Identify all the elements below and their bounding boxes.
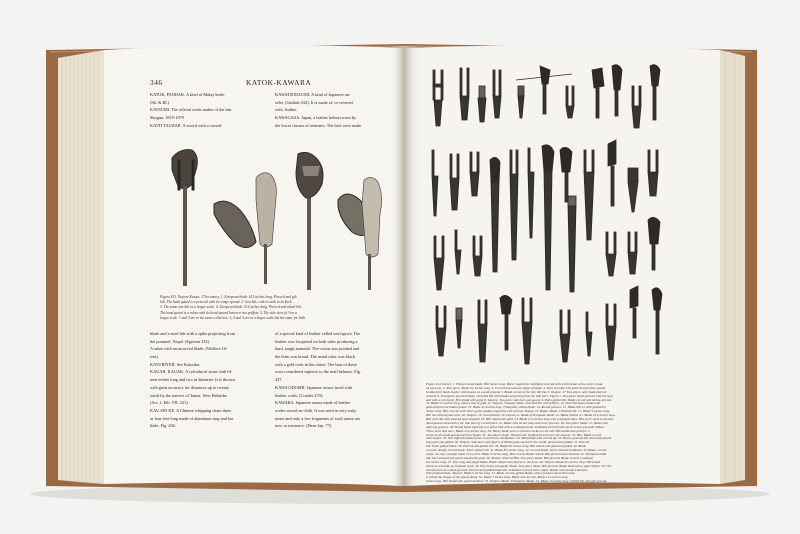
text-line: A sabre with an incurved blade. (Wallace Or- <box>150 346 228 352</box>
caption-line: Three short side bars. Blade 10¾ inches long. 30. Heavy blade set in a channel socket on the hilt. Hilt inlaid with gold for 4 <box>426 428 590 433</box>
text-line: KATSUMI. The official mobs maker of the last <box>150 107 232 113</box>
caption-line: inches long. Hilt covered with silver gothic gilded, engraved with a flower design. 16. Blade ribbed. Chiselled hilt. 17. Blade 9 inches long. <box>426 409 610 414</box>
caption-line: is called the tongue of the god of death. 52. Blade 7 inches long. Blade with the hilt. Blade 11¾ inches long. <box>426 475 569 480</box>
caption-line: Hilt has raised gold-work. 18. Tanjore. 19. Sword Katar. 20. Sword. 21. Blade of European blade. 22. Blade ribbed, 21. Blade 10¾ inches long. <box>426 413 616 418</box>
left-column-bottom <box>150 332 268 432</box>
caption-line: Figure 433. Tanjore Katars, 17th century. 1. European blade 14.5 inches long. Pierced and gilt <box>160 295 297 299</box>
left-column-top <box>150 93 268 131</box>
text-line: the brim was broad. The usual color was black <box>275 354 355 360</box>
text-line: selet. (Garbutt 042). It is made of, or covered <box>275 99 353 105</box>
right-column-bottom <box>275 332 393 432</box>
text-line: KAWAGASA. Japan, a leather helmet worn by <box>275 115 357 121</box>
text-line: the pommel, Nepal. (Egerton 334). <box>150 338 211 344</box>
right-figure-caption <box>426 383 712 484</box>
caption-line: hand-guard connected to the side bars by curved bars. 25. Blade 10¼ inches long with three grooves. 26. Two-piece blade. 27. Blade with <box>426 420 609 425</box>
text-line: blade and a steel hilt with a spike projecting from <box>150 331 236 336</box>
text-line: the lower classes of retainers. The best were made <box>275 122 362 128</box>
text-line: links. Fig. 436. <box>150 423 176 429</box>
caption-line: 6¾ inches long. 47. Very long and jingle blade. Blade ribbed with figures in the forte. 48. Tanjore, Blade 6¼ inches long. Hilt inlaid <box>426 459 600 464</box>
right-page-edges <box>720 50 745 484</box>
text-line: with, leather. <box>275 107 298 113</box>
caption-line: This pointed blade. Tanjore. Blade 9 inches long. 51. Blade curved, gilded blades with a jasmine decoration that <box>426 471 575 476</box>
caption-line: engraved and gilded. 36. Tanjore. Side bars with figures of Hindu gods carved in the round, pierced and gilded. 37. Pierced <box>426 440 590 445</box>
caption-line: tapering grooves. 28. Broad blade tapering to a point. Hilt with a scalloped knob. Scabbard covered with green velvet and gold ribbon. <box>426 424 605 429</box>
text-line: KAWATSUDZUMI. A kind of Japanese an- <box>275 92 351 97</box>
text-line: ient). <box>150 354 159 360</box>
text-line: now in existence. (Dean Jap. 77). <box>275 423 333 429</box>
text-line: KAWARA. Japanese armor made of leather <box>275 400 351 406</box>
text-line: (Sk. & Bl.). <box>150 99 171 105</box>
text-line: with a gold crest in the center. The best of these <box>275 361 357 367</box>
text-line: KATTI TALWAR. A sword with a curved <box>150 122 222 128</box>
running-head: KATOK-KAWARA <box>246 78 312 87</box>
caption-line: on each leg. 2. Also piece. Blade 6¾ inches long. 3. Curved and unusual shape of blade. 4. Steel crossbar hilt, pierced and silver plated. <box>426 385 606 390</box>
text-line: leather was lacquered on both sides producing a <box>275 338 358 344</box>
caption-line: covered, doubly curved blade. Silver plated hilt. 41. Blade 8½ inches long. 42. Curved blade. Silver hilt and scabbard. 43. Blade, curved <box>426 448 607 453</box>
left-figure-caption <box>160 296 396 322</box>
caption-line: The hand guard is a cobra with its hood spread between two griffins. 5. The side view of 3 on a <box>160 310 297 315</box>
text-line: scales sewed on cloth. It was used in very early <box>275 407 357 413</box>
caption-line: with stripes. 33. Two different blade forms 24 and three handlebars. 34. Mild blade with curved tip. 35. Heavy grooved hilt with hand guard. <box>426 436 612 441</box>
text-line: Shogun, 1819-1879. <box>150 115 185 121</box>
text-line: leather cords. (Conder 270). <box>275 392 324 398</box>
text-line: yards by the natives of Tanna, New Hebrides <box>150 392 228 398</box>
left-page-edges <box>58 50 104 484</box>
text-line: with great accuracy for distances up to twenty <box>150 384 230 390</box>
text-line: were considered superior to the mail helmets. Fig. <box>275 369 362 375</box>
caption-line: Scabbard of black leather with bosses on a gold ground. 5. Blade curved to the left, hilt like 3. Tanjore, 17 Two-piece, only blade pierced <box>426 389 607 394</box>
caption-line: 10. Blade 5¾ inches long, sides a leaf of gold. 11. Tanjore, Triangle blade, chiselled hilt with griffins. 12. Steel European blade with <box>426 401 601 406</box>
caption-line: larger scale. 1 and 3 are in the same collection. 2, 4 and 5 are in a larger scale but the same for both. <box>160 315 307 320</box>
caption-line: and with a curved tip. Hilt inlaid with gold. 8. Tanjore. Two-piece side bars and guard. 9. Plain gilded hilt. Blade curved and hollow ground. <box>426 397 612 402</box>
caption-line: below to resemble an elephant head. 49. Very heavy triangular blade. Two-piece blade. Hilt pierced. Blade lined with a gold ribbon. 50. Very <box>426 463 613 468</box>
text-line: (Arc. f. Eth. VII, 231). <box>150 400 189 406</box>
caption-line: gold and pierced Indian guard. 13. Blade 4¾ inches long. Triangular ribbed blade. 14. Round grooves. 15. Blade like 12 with gilded 8¾ <box>426 405 606 410</box>
text-line: KAWA ODOSHI. Japanese armor laced with <box>275 384 353 390</box>
caption-line: with flowers on a black ground. Pierced and gilded blade hilt. Scabbard covered with copper. Blade curved and scalloped. <box>426 467 588 472</box>
caption-line: 3. The same size hilt as a larger scale. 4. European blade 13.4 inches long. Pierced and inlaid hilt. <box>160 305 302 310</box>
caption-line: shape. 44. Very straight blade of 4¾ inch. Blade 9 inches long. Hilt curved. Blade ribbed. Hilt pierced and chiselled. 45. European blade <box>426 452 607 457</box>
text-line: KAU SIN KE. A Chinese whipping chain three <box>150 407 232 413</box>
caption-line: hilt. The hand guard is a peacock with its wings spread. 2. Iron hilt, cobra's tails in its knob. <box>160 300 293 305</box>
page-number: 346 <box>150 78 163 87</box>
text-line: teen inches long and two in diameter. It is thrown <box>150 377 235 383</box>
caption-line: towards 6. Triangular grooved blade, chiselled hilt with blades projecting from the side bars. Figure 7. Two-piece blade pierced with horning <box>426 393 613 398</box>
caption-line: Figure 434. Katars. 1. Heavy inched blade. Hilt inches long. Rimer edged hilt. Scabbard covered with red brocade with a silver chape <box>426 383 603 386</box>
text-line: or four feet long made of aluminum ring and bar <box>150 415 234 421</box>
right-column-top <box>275 93 393 131</box>
caption-line: inches long. Hilt inlaid with gold and silver. 53. Tanjore. Blade. Triangular. Blade. 54. Blade 13 inches long. Gilded hilt with gilt ground. <box>426 479 607 484</box>
caption-line: Hilt with side bars pierced and chiselled. 23. Hilt inlaid with gold. 24. Blade 15¼ inches long with scalloped sides. Hilt, horn sheet to become <box>426 417 614 422</box>
caption-line: hilt, bars and pierced guard inlaid with gold. 46. Tanjore. Pierced Hilt. Two-piece blade. Hilt pierced. Blade curved, scalloped <box>426 455 593 460</box>
text-line: KAUAH, KAUAK. A cylindrical stone club fif- <box>150 369 233 375</box>
text-line: KATOK, PANDAK. A kind of Malay knife. <box>150 92 226 97</box>
text-line: KATURIYEH. See Katorika. <box>150 361 201 367</box>
caption-line: inches in the hand guard and three hands. 31. Two-piece blade. Hilt pierced. Scabbard covered in the manner. 32. Hilt. Blade curved <box>426 432 602 437</box>
caption-line: hilt. Plain gilded blade. 38. Pierced and gilded hilt. 39. Blade 8¼ inches long. Hilt inlaid with gold and gilded. 40. Blade <box>426 444 586 449</box>
text-line: 437. <box>275 377 283 383</box>
text-line: times and only a few fragments of such armor are <box>275 415 361 421</box>
text-line: hard, tough material. The crown was pointed and <box>275 346 360 352</box>
text-line: of a special kind of leather called sawi-gawa. The <box>275 331 361 336</box>
